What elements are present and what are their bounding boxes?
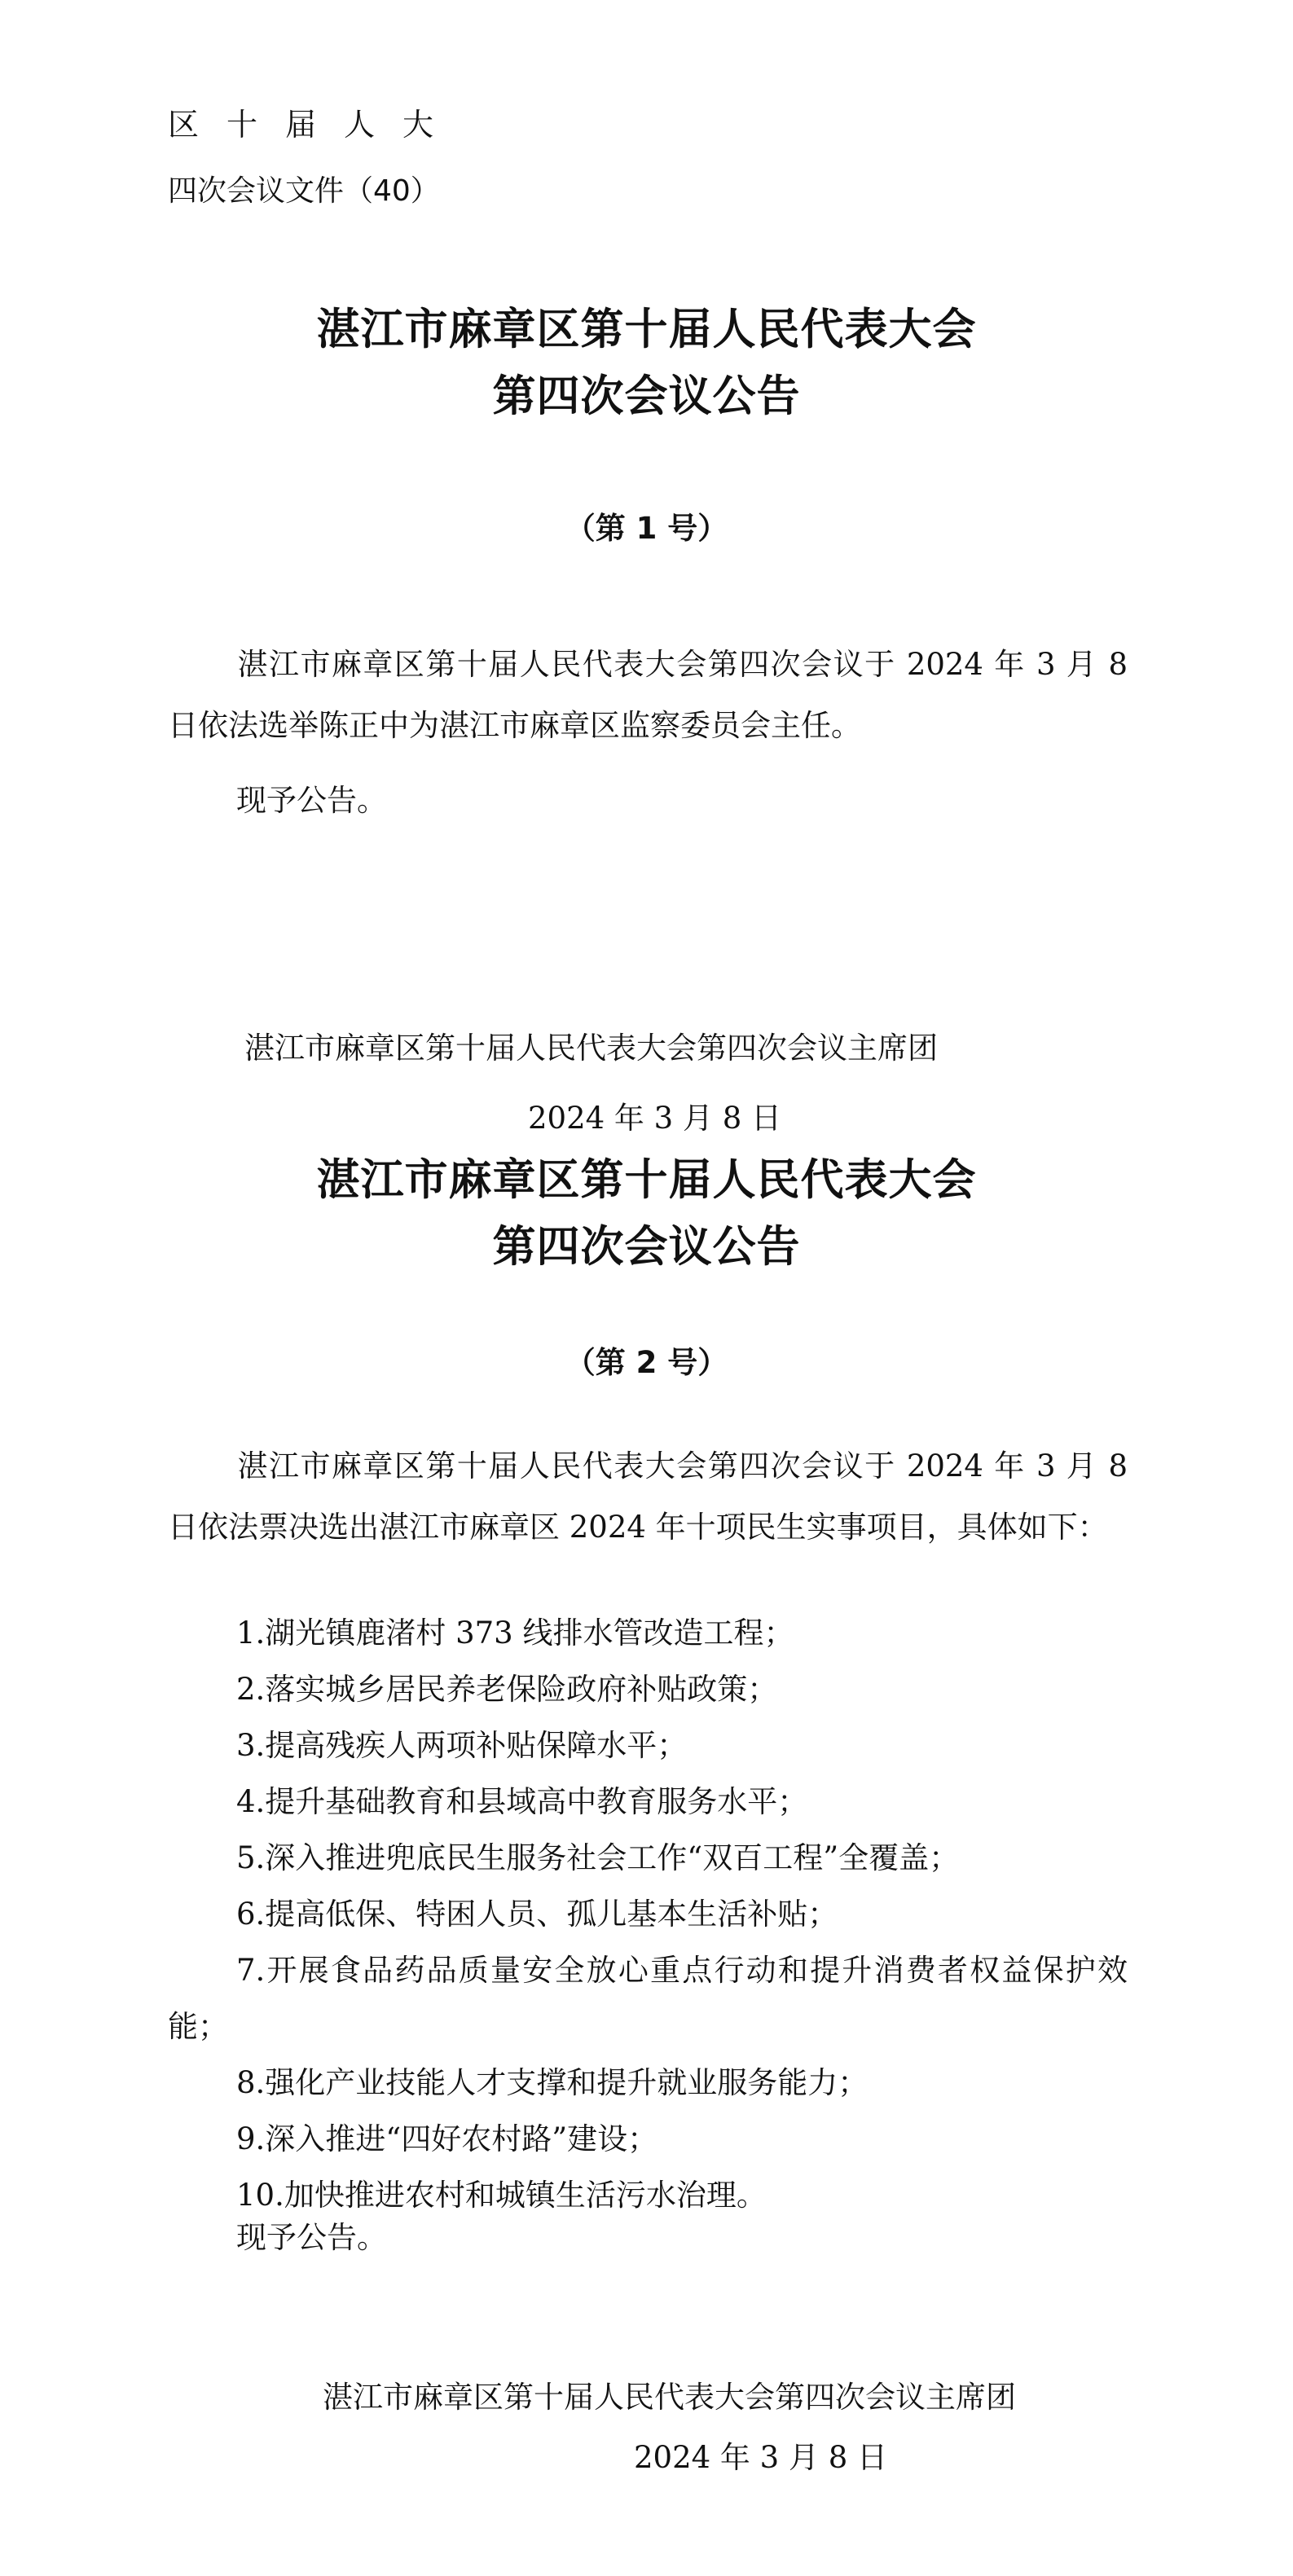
announcement-1-title-line1: 湛江市麻章区第十届人民代表大会 [316,305,977,354]
announcement-1-date: 2024 年 3 月 8 日 [528,1101,782,1136]
list-item: 8.强化产业技能人才支撑和提升就业服务能力； [236,2065,869,2100]
list-item: 10.加快推进农村和城镇生活污水治理。 [236,2178,767,2213]
list-item: 5.深入推进兜底民生服务社会工作“双百工程”全覆盖； [236,1840,960,1875]
document-header-label: 区十届人大 [168,107,462,143]
announcement-1-title-line2: 第四次会议公告 [492,371,801,421]
list-item: 6.提高低保、特困人员、孤儿基本生活补贴； [236,1897,838,1932]
list-item: 9.深入推进“四好农村路”建设； [236,2121,658,2156]
announcement-2-body [168,1435,1128,1558]
announcement-2-title-line1: 湛江市麻章区第十届人民代表大会 [316,1155,977,1205]
announcement-2-body-text: 湛江市麻章区第十届人民代表大会第四次会议于 2024 年 3 月 8 日依法票决选出湛江市麻章区 2024 年十项民生实事项目，具体如下： [168,1448,1128,1545]
announcement-2-title-line2: 第四次会议公告 [492,1222,801,1272]
announcement-1-body-text: 湛江市麻章区第十届人民代表大会第四次会议于 2024 年 3 月 8 日依法选举陈正中为湛江市麻章区监察委员会主任。 [168,647,1128,743]
list-item: 2.落实城乡居民养老保险政府补贴政策； [236,1672,778,1707]
announcement-2-signature: 湛江市麻章区第十届人民代表大会第四次会议主席团 [323,2380,1016,2415]
announcement-1-signature: 湛江市麻章区第十届人民代表大会第四次会议主席团 [244,1031,938,1066]
announcement-2-closing: 现予公告。 [236,2220,387,2255]
list-item: 1.湖光镇鹿渚村 373 线排水管改造工程； [236,1615,794,1651]
announcement-2-project-list [168,1605,1128,2223]
announcement-1-number: （第 1 号） [565,511,728,546]
announcement-2-date: 2024 年 3 月 8 日 [634,2440,888,2475]
announcement-1-body [168,634,1128,756]
announcement-1-closing: 现予公告。 [236,783,387,818]
list-item: 4.提升基础教育和县域高中教育服务水平； [236,1784,808,1819]
list-item: 7.开展食品药品质量安全放心重点行动和提升消费者权益保护效能； [168,1953,1128,2044]
list-item: 3.提高残疾人两项补贴保障水平； [236,1728,688,1763]
announcement-2-number: （第 2 号） [565,1345,728,1380]
document-file-number: 四次会议文件（40） [168,174,440,208]
